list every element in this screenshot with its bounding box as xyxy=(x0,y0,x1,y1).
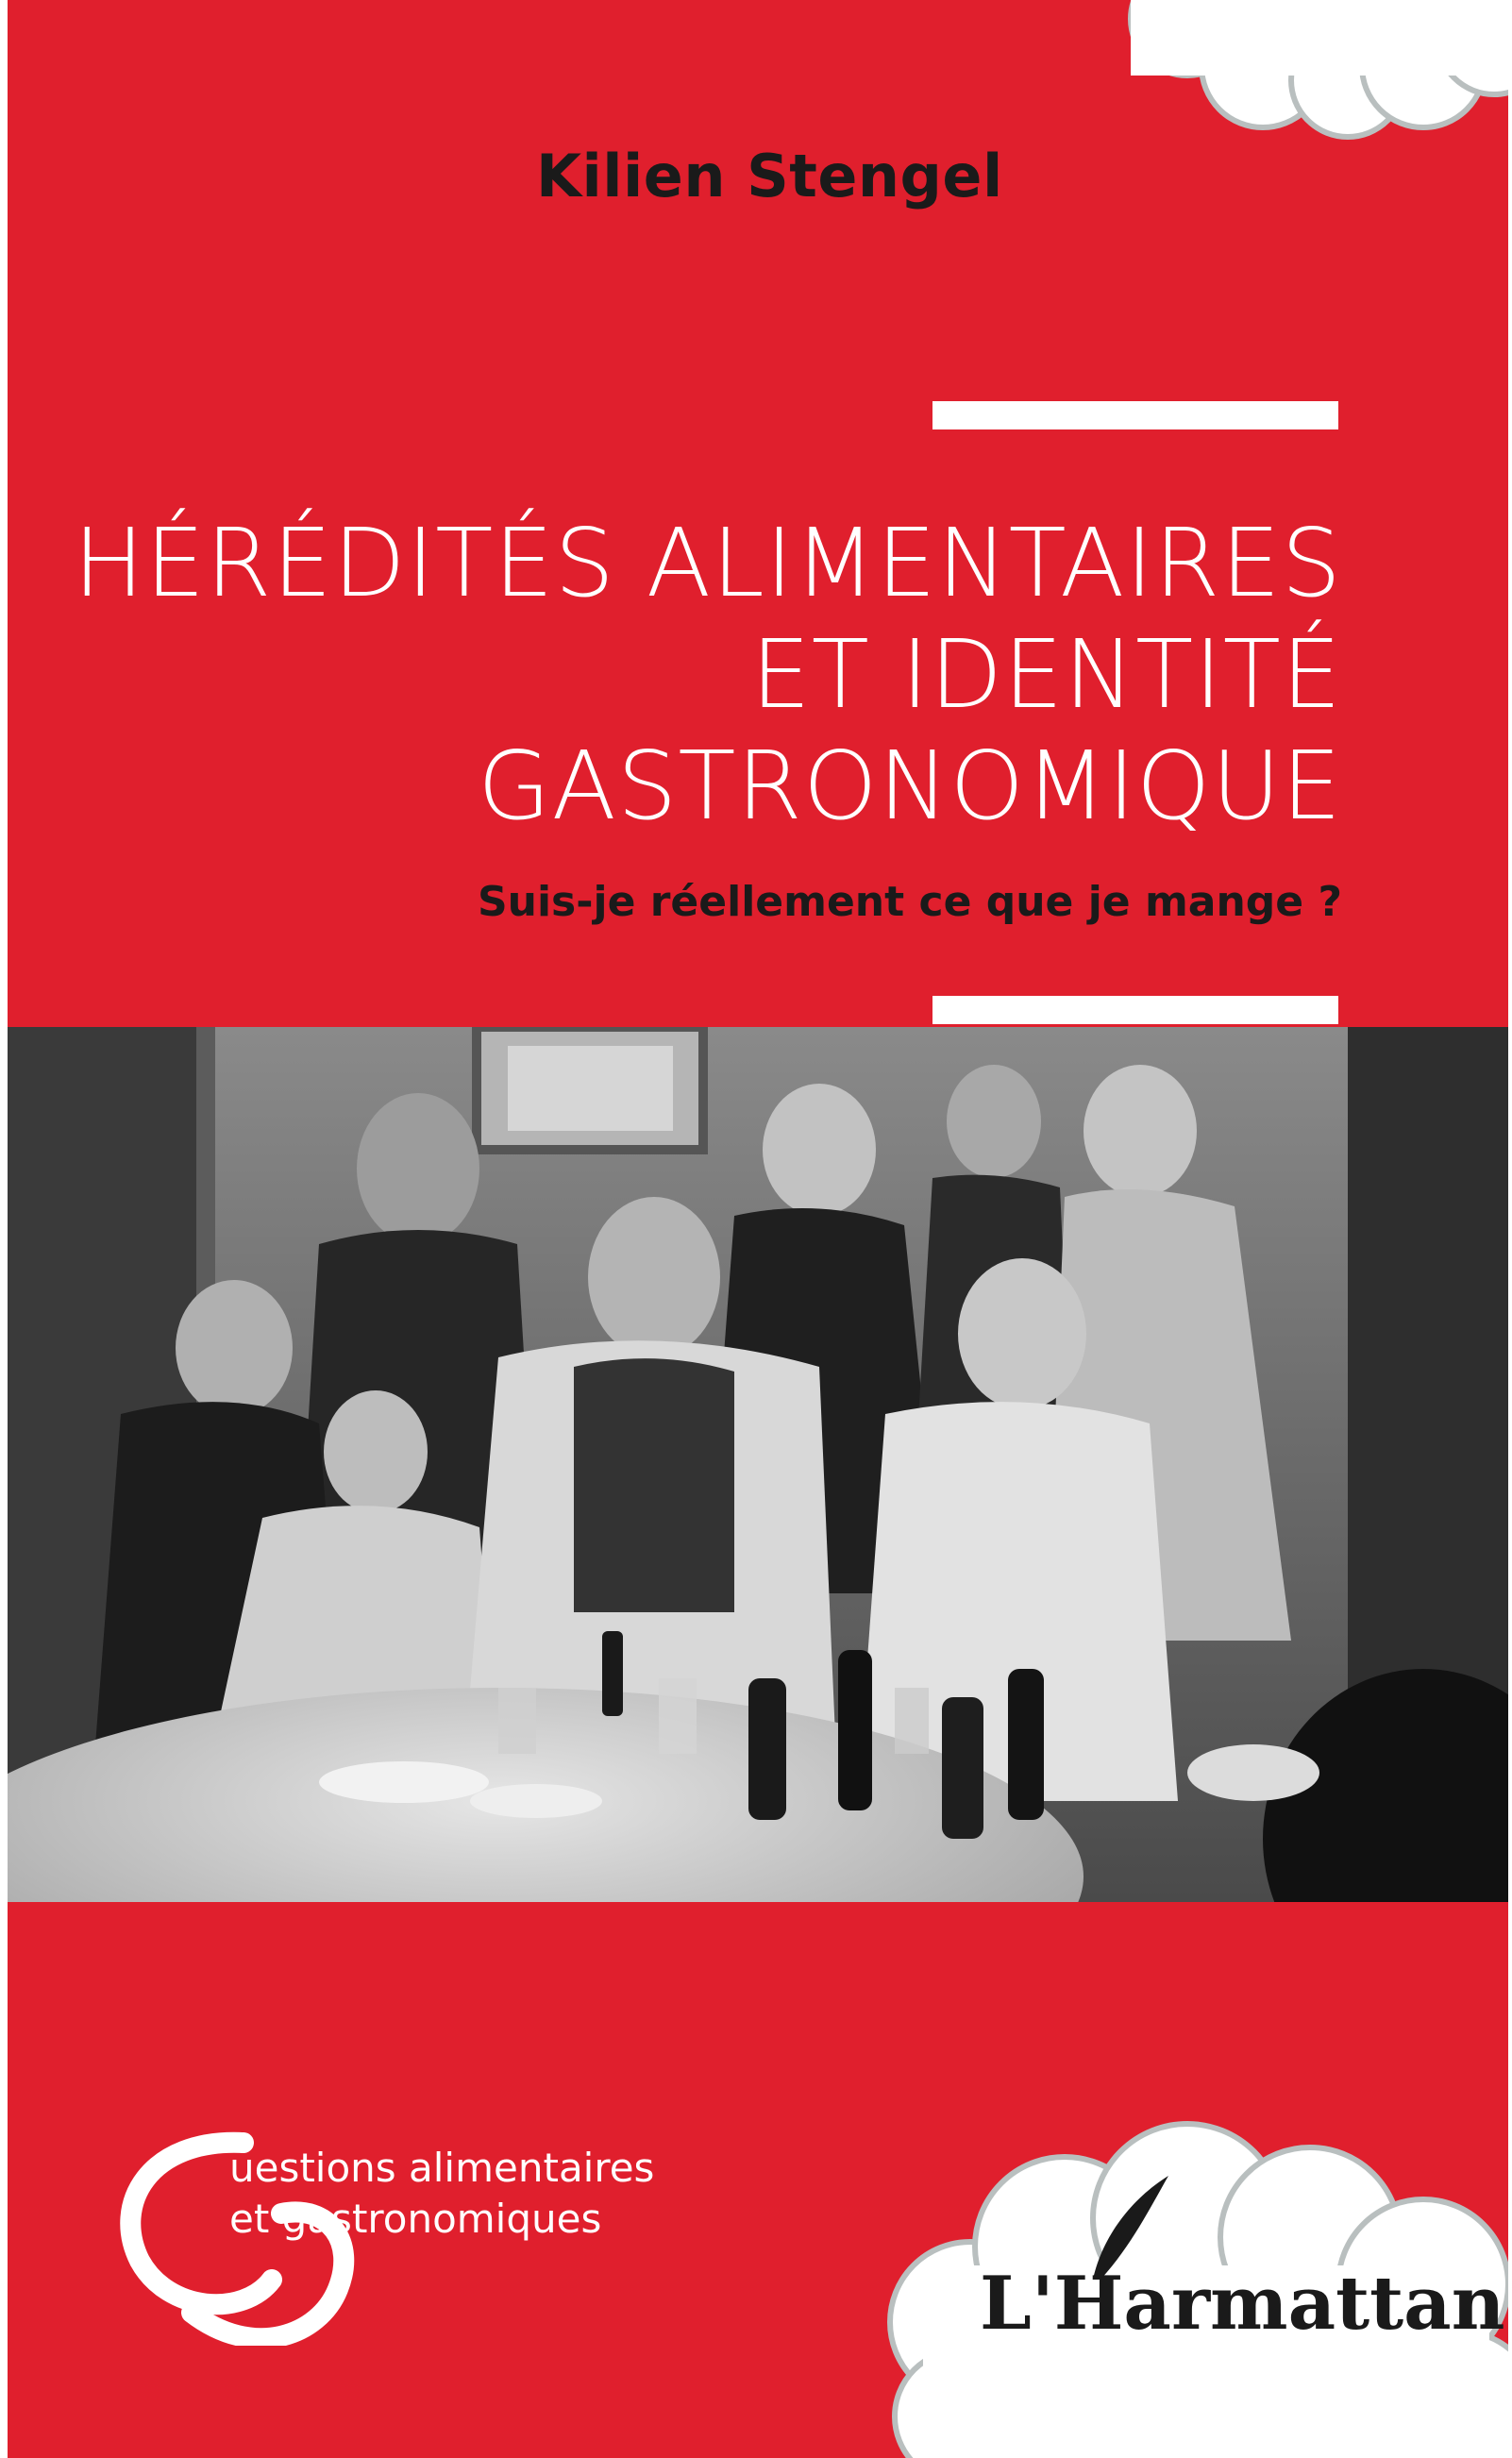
title-line-2: ET IDENTITÉ xyxy=(750,619,1342,730)
cloud-top-right xyxy=(1121,0,1508,170)
family-dinner-photo xyxy=(8,1027,1508,1902)
series-line-1: uestions alimentaires xyxy=(229,2145,655,2191)
title-rule-top xyxy=(932,401,1338,429)
title-rule-bottom xyxy=(932,996,1338,1024)
publisher-name: L'Harmattan xyxy=(980,2261,1505,2347)
title-line-1: HÉRÉDITÉS ALIMENTAIRES xyxy=(73,508,1342,618)
title-line-3: GASTRONOMIQUE xyxy=(477,731,1342,841)
book-title xyxy=(21,508,1342,842)
author-name: Kilien Stengel xyxy=(536,142,1003,210)
series-name xyxy=(229,2143,654,2245)
series-line-2: et gastronomiques xyxy=(229,2196,602,2242)
book-subtitle: Suis-je réellement ce que je mange ? xyxy=(477,878,1342,926)
book-cover xyxy=(8,0,1508,2458)
